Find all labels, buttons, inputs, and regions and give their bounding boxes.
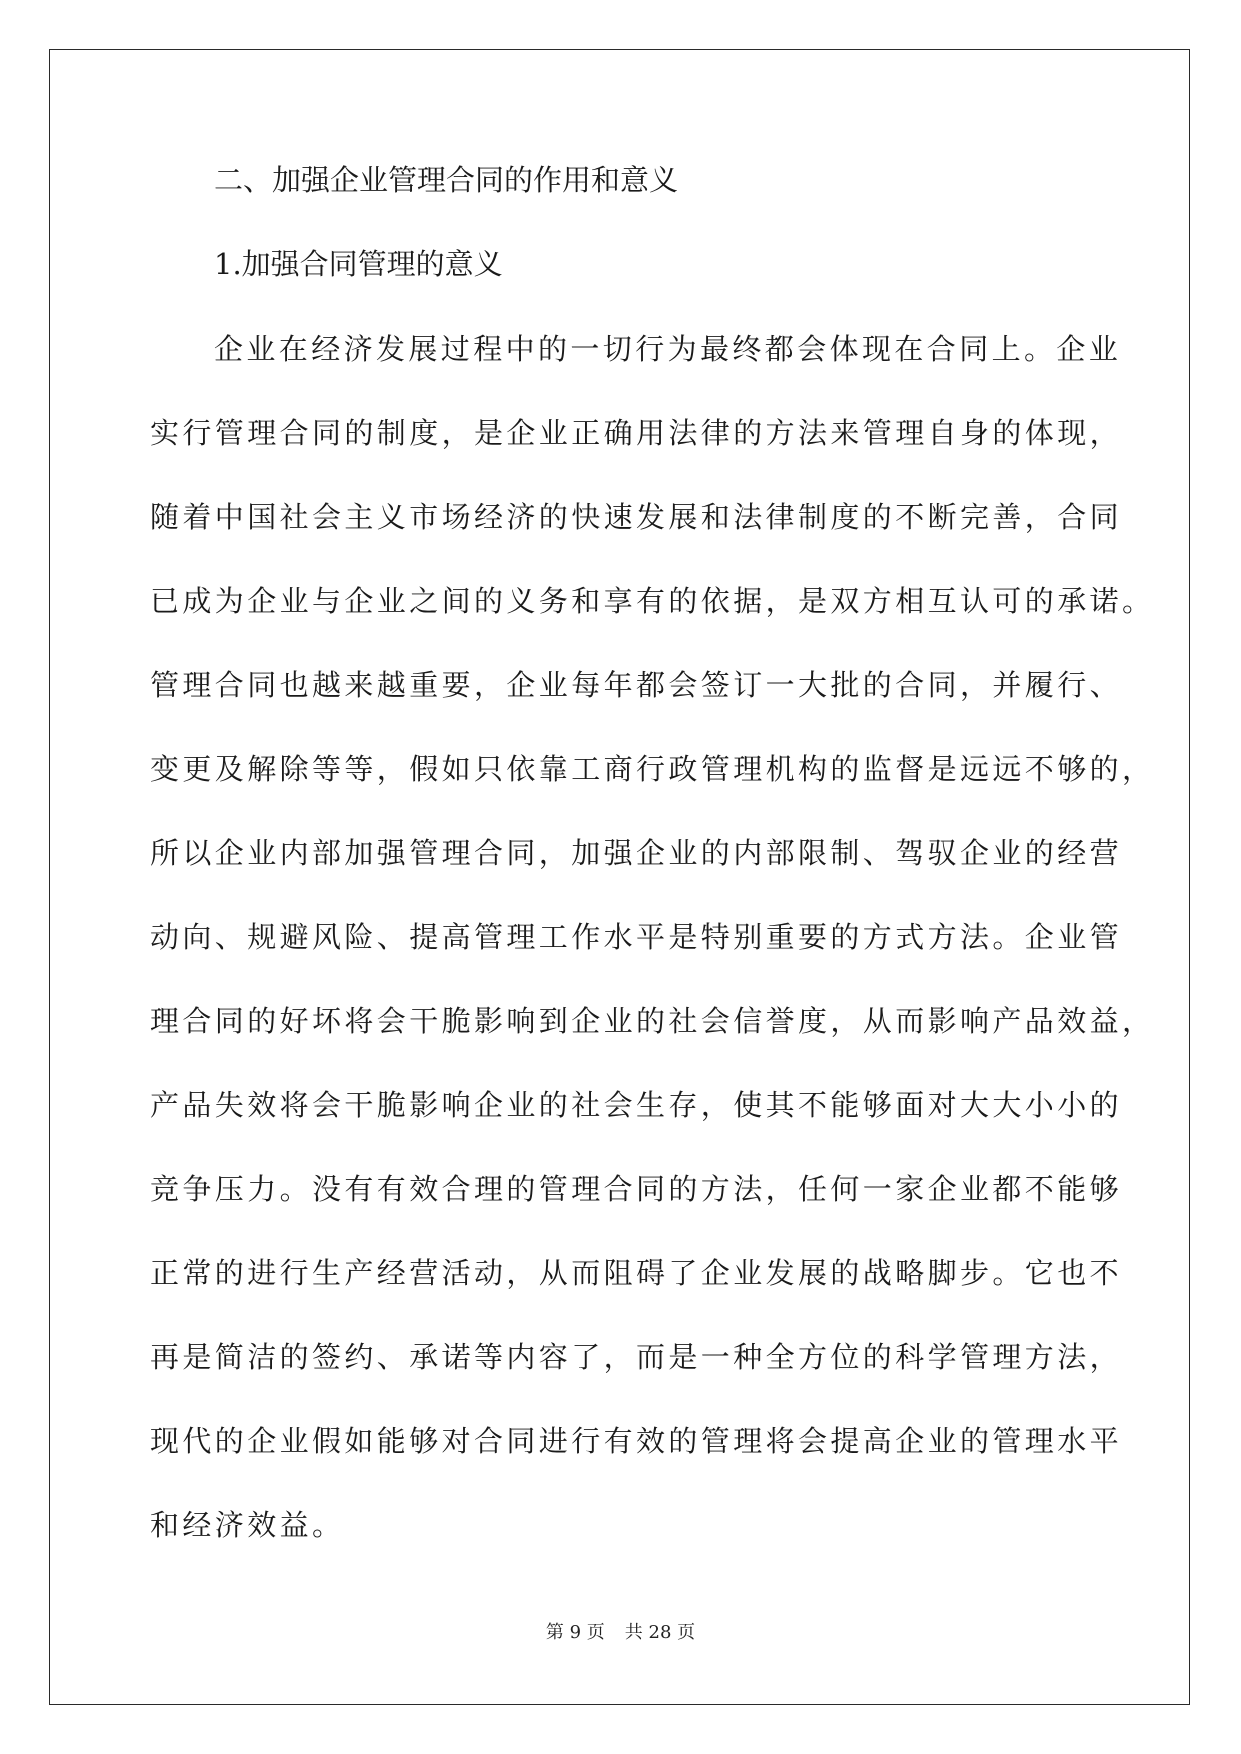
- paragraph-line: 管理合同也越来越重要，企业每年都会签订一大批的合同，并履行、: [150, 668, 1123, 702]
- paragraph-line: 动向、规避风险、提高管理工作水平是特别重要的方式方法。企业管: [150, 920, 1123, 954]
- page-total: 共 28 页: [624, 1622, 696, 1643]
- page-footer: [0, 1618, 1241, 1644]
- paragraph-line: 和经济效益。: [150, 1508, 345, 1542]
- paragraph-line: 竞争压力。没有有效合理的管理合同的方法，任何一家企业都不能够: [150, 1172, 1123, 1206]
- paragraph-line: 产品失效将会干脆影响企业的社会生存，使其不能够面对大大小小的: [150, 1088, 1123, 1122]
- paragraph-line: 再是简洁的签约、承诺等内容了，而是一种全方位的科学管理方法，: [150, 1340, 1123, 1374]
- paragraph-line: 变更及解除等等，假如只依靠工商行政管理机构的监督是远远不够的，: [150, 752, 1155, 786]
- paragraph-line: 正常的进行生产经营活动，从而阻碍了企业发展的战略脚步。它也不: [150, 1256, 1123, 1290]
- section-heading: 二、加强企业管理合同的作用和意义: [214, 163, 679, 197]
- paragraph-line: 现代的企业假如能够对合同进行有效的管理将会提高企业的管理水平: [150, 1424, 1123, 1458]
- subsection-heading: 1.加强合同管理的意义: [214, 247, 503, 281]
- paragraph-line: 理合同的好坏将会干脆影响到企业的社会信誉度，从而影响产品效益，: [150, 1004, 1155, 1038]
- paragraph-line: 随着中国社会主义市场经济的快速发展和法律制度的不断完善，合同: [150, 500, 1123, 534]
- paragraph-line: 已成为企业与企业之间的义务和享有的依据，是双方相互认可的承诺。: [150, 584, 1155, 618]
- paragraph-line: 企业在经济发展过程中的一切行为最终都会体现在合同上。企业: [214, 332, 1122, 366]
- paragraph-line: 所以企业内部加强管理合同，加强企业的内部限制、驾驭企业的经营: [150, 836, 1123, 870]
- page-number: 第 9 页: [545, 1622, 605, 1643]
- document-body: [150, 160, 1155, 1589]
- paragraph-line: 实行管理合同的制度，是企业正确用法律的方法来管理自身的体现，: [150, 416, 1123, 450]
